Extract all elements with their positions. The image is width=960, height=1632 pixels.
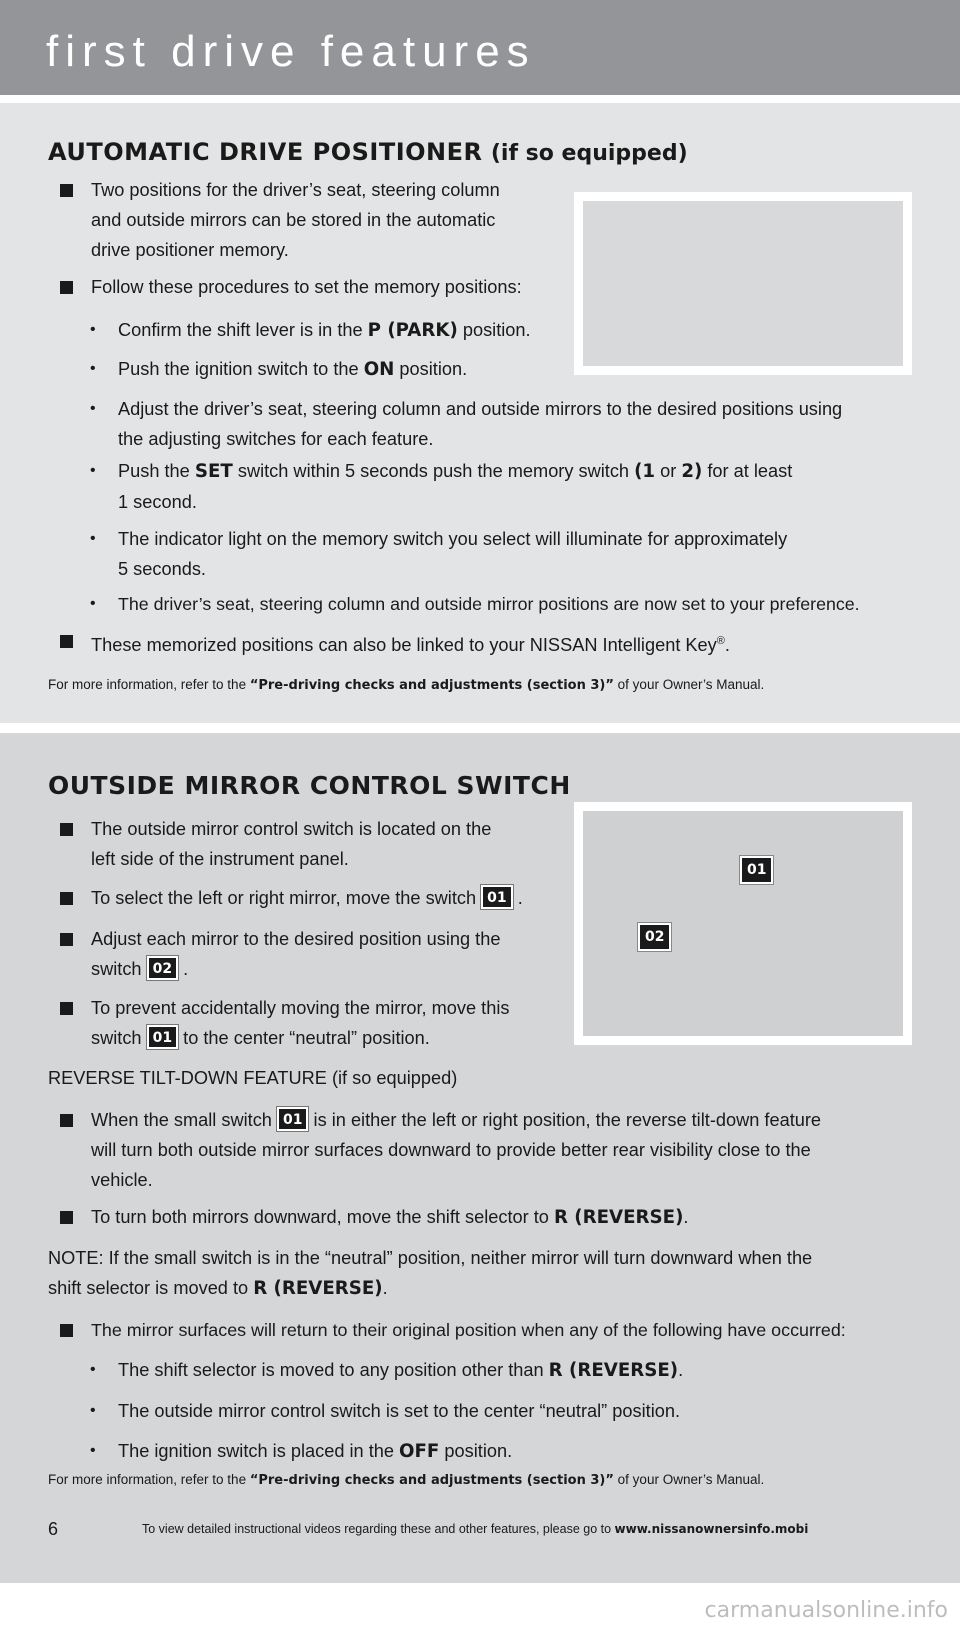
bullet-icon [60,184,73,197]
header-divider [0,95,960,103]
s1-step5: The indicator light on the memory switch you select will illuminate for approximately 5 seconds. [118,529,788,579]
page-title: first drive features [46,27,536,76]
s1-reference-note: For more information, refer to the “Pre-driving checks and adjustments (section 3)” of your Owner’s Manual. [48,677,765,693]
page-header [0,0,960,95]
bullet-icon [60,933,73,946]
bullet-icon [60,823,73,836]
section2-title: OUTSIDE MIRROR CONTROL SWITCH [48,771,571,800]
mirror-switch-image [574,802,912,1045]
footer-link[interactable]: www.nissanownersinfo.mobi [614,1522,809,1536]
s1-step1: Confirm the shift lever is in the P (PARK) position. [118,320,531,341]
sub-bullet-icon: • [90,595,96,612]
s2-sub1: The shift selector is moved to any position other than R (REVERSE). [118,1360,684,1381]
watermark: carmanualsonline.info [704,1598,948,1623]
sub-bullet-icon: • [90,321,96,338]
switch-01-badge: 01 [147,1025,178,1049]
s1-bullet1: Two positions for the driver’s seat, steering column and outside mirrors can be stored in the automatic drive positioner memory. [91,180,500,260]
image-callout-01: 01 [740,856,773,884]
sub-bullet-icon: • [90,462,96,479]
image-callout-02: 02 [638,923,671,951]
switch-02-badge: 02 [147,956,178,980]
s2-reference-note: For more information, refer to the “Pre-driving checks and adjustments (section 3)” of your Owner’s Manual. [48,1472,765,1488]
bullet-icon [60,892,73,905]
s2-sub2: The outside mirror control switch is set to the center “neutral” position. [118,1401,681,1421]
s2-bullet7: The mirror surfaces will return to their original position when any of the following have occurred: [91,1320,846,1340]
s1-bullet3: These memorized positions can also be linked to your NISSAN Intelligent Key®. [91,635,730,656]
s2-bullet3: Adjust each mirror to the desired position using the switch 02 . [91,929,501,979]
s2-bullet2: To select the left or right mirror, move the switch 01 . [91,883,523,913]
bullet-icon [60,1002,73,1015]
sub-bullet-icon: • [90,1361,96,1378]
bullet-icon [60,1324,73,1337]
s2-subhead: REVERSE TILT-DOWN FEATURE (if so equipped) [48,1068,458,1088]
switch-01-badge: 01 [481,885,512,909]
sub-bullet-icon: • [90,1442,96,1459]
s2-bullet1: The outside mirror control switch is located on the left side of the instrument panel. [91,819,492,869]
bullet-icon [60,281,73,294]
s2-bullet4: To prevent accidentally moving the mirror, move this switch 01 to the center “neutral” position. [91,998,510,1048]
sub-bullet-icon: • [90,530,96,547]
s2-bullet6: To turn both mirrors downward, move the shift selector to R (REVERSE). [91,1207,689,1228]
sub-bullet-icon: • [90,400,96,417]
sub-bullet-icon: • [90,360,96,377]
drive-positioner-image [574,192,912,375]
footer-text: To view detailed instructional videos regarding these and other features, please go to www.nissanownersinfo.mobi [142,1522,809,1536]
bullet-icon [60,635,73,648]
bullet-icon [60,1114,73,1127]
sub-bullet-icon: • [90,1402,96,1419]
section1-title: AUTOMATIC DRIVE POSITIONER (if so equipped) [48,138,688,166]
s2-sub3: The ignition switch is placed in the OFF position. [118,1441,513,1462]
s1-bullet2: Follow these procedures to set the memory positions: [91,277,522,297]
s1-step3: Adjust the driver’s seat, steering column and outside mirrors to the desired positions using the adjusting switches for each feature. [118,399,843,449]
page-number: 6 [48,1519,59,1539]
bullet-icon [60,1211,73,1224]
switch-01-badge: 01 [277,1107,308,1131]
s2-bullet5: When the small switch 01 is in either the left or right position, the reverse tilt-down feature will turn both outside mirror surfaces downward to provide better rear visibility close to the vehicle. [91,1105,821,1195]
s1-step2: Push the ignition switch to the ON position. [118,359,468,380]
s2-note: NOTE: If the small switch is in the “neutral” position, neither mirror will turn downward when the shift selector is moved to R (REVERSE). [48,1248,813,1299]
s1-step6: The driver’s seat, steering column and outside mirror positions are now set to your preference. [118,594,860,614]
s1-step4: Push the SET switch within 5 seconds push the memory switch (1 or 2) for at least 1 second. [118,461,793,512]
